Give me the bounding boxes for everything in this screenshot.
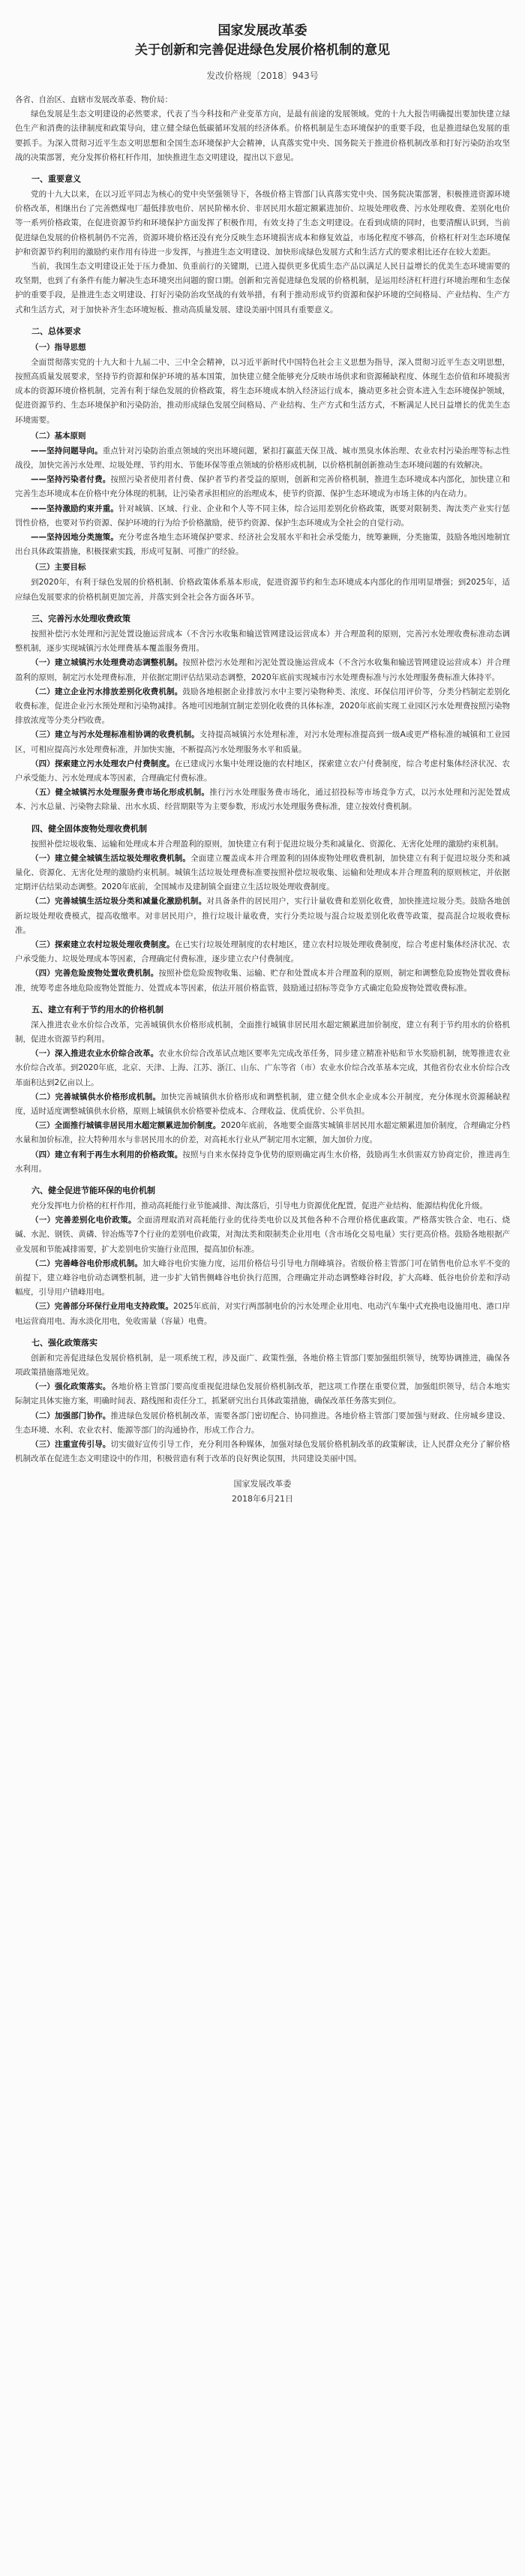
issue-date: 2018年6月21日: [232, 1494, 293, 1504]
paragraph-text: 在已建成污水集中处理设施的农村地区，探索建立农户付费制度，综合考虑村集体经济状况、农户承受能力、污水处理成本等因素，合理确定付费标准。: [15, 759, 511, 783]
paragraph-text: 按照补偿污水处理和污泥处置设施运营成本（不含污水收集和输送管网建设运营成本）并合理盈利的原则，制定污水处理费标准，并依据定期评估结果动态调整，2020年底前实现城市污水处理费标准与污水处理服务费标准大体持平。: [15, 658, 511, 682]
paragraph-lead: （二）建立企业污水排放差别化收费机制。: [31, 687, 183, 696]
paragraph-text: 农业水价综合改革试点地区要率先完成改革任务，同步建立精准补贴和节水奖励机制，统筹推进农业水价综合改革。到2020年底，北京、天津、上海、江苏、浙江、山东、广东等省（市）农业水价综合改革基本完成，其他省份农业水价综合改革面积达到2亿亩以上。: [15, 1049, 511, 1087]
paragraph-text: 到2020年，有利于绿色发展的价格机制、价格政策体系基本形成，促进资源节约和生态环境成本内部化的作用明显增强；到2025年，适应绿色发展要求的价格机制更加完善，并落实到全社会各方面各环节。: [15, 578, 510, 602]
signer: 国家发展改革委: [233, 1479, 292, 1489]
paragraph-lead: （三）探索建立农村垃圾处理收费制度。: [31, 939, 175, 949]
paragraph-text: 鼓励各地根据企业排放污水中主要污染物种类、浓度、环保信用评价等，分类分档制定差别化收费标准，促进企业污水预处理和污染物减排。各地可因地制宜制定差别化收费的具体标准，2020年底前实现工业园区污水处理费按照污染物排放浓度等分类分档收费。: [15, 687, 511, 726]
body-paragraph: [15, 894, 510, 938]
subsection-heading: （一）指导思想: [31, 342, 86, 352]
paragraph-text: 充分发挥电力价格的杠杆作用，推动高耗能行业节能减排、淘汰落后，引导电力资源优化配置，促进产业结构、能源结构优化升级。: [31, 1201, 488, 1210]
paragraph-lead: （四）探索建立污水处理农户付费制度。: [31, 759, 175, 768]
paragraph-text: 当前，我国生态文明建设正处于压力叠加、负重前行的关键期，已进入提供更多优质生态产品以满足人民日益增长的优美生态环境需要的攻坚期，也到了有条件有能力解决生态环境突出问题的窗口期。创新和完善促进绿色发展的价格机制，是运用经济杠杆进行环境治理和生态保护的重要手段，是推进生态文明建设、打好污染防治攻坚战的有效举措，有利于推动形成节约资源和保护环境的空间格局、产业结构、生产方式和生活方式，对于加快补齐生态环境短板、推动高质量发展、建设美丽中国具有重要意义。: [15, 262, 510, 314]
body-paragraph: [15, 837, 510, 852]
section-heading: 六、健全促进节能环保的电价机制: [32, 1186, 155, 1195]
paragraph-lead: （一）强化政策落实。: [31, 1382, 111, 1392]
paragraph-text: 2025年底前，对实行两部制电价的污水处理企业用电、电动汽车集中式充换电设施用电、港口岸电运营商用电、海水淡化用电，免收需量（容量）电费。: [15, 1302, 510, 1326]
paragraph-text: 全面清理取消对高耗能行业的优待类电价以及其他各种不合理价格优惠政策。严格落实铁合金、电石、烧碱、水泥、钢铁、黄磷、锌冶炼等7个行业的差别电价政策，对淘汰类和限制类企业用电（含市场化交易电量）实行更高价格。鼓励各地根据产业发展和节能减排需要，扩大差别电价实施行业范围，提高加价标准。: [15, 1216, 511, 1254]
body-paragraph: [15, 627, 510, 656]
body-paragraph: [15, 1300, 510, 1328]
paragraph-lead: （二）完善城镇供水价格形成机制。: [31, 1092, 161, 1102]
body-paragraph: [15, 1119, 510, 1147]
paragraph-text: 加大峰谷电价实施力度，运用价格信号引导电力削峰填谷。省级价格主管部门可在销售电价总水平不变的前提下，建立峰谷电价动态调整机制，进一步扩大销售侧峰谷电价执行范围，合理确定并动态调整峰谷时段，扩大高峰、低谷电价价差和浮动幅度，引导用户错峰用电。: [15, 1258, 511, 1297]
body-paragraph: [15, 728, 510, 756]
paragraph-text: 加快完善城镇供水价格形成和调整机制，建立健全供水企业成本公开制度，充分体现水资源稀缺程度，适时适度调整城镇供水价格，原则上城镇供水价格要补偿成本、合理收益、优质优价、公平负担。: [15, 1092, 511, 1116]
paragraph-lead: （三）注重宣传引导。: [31, 1440, 111, 1450]
body-paragraph: [15, 1213, 510, 1257]
section-heading: 一、重要意义: [32, 174, 81, 185]
body-paragraph: [15, 938, 510, 966]
paragraph-lead: （一）深入推进农业水价综合改革。: [31, 1049, 159, 1059]
paragraph-lead: （五）健全城镇污水处理服务费市场化形成机制。: [31, 788, 210, 798]
paragraph-lead: （三）全面推行城镇非居民用水超定额累进加价制度。: [31, 1121, 221, 1131]
paragraph-text: 创新和完善促进绿色发展价格机制，是一项系统工程，涉及面广、政策性强，各地价格主管部门要加强组织领导，统筹协调推进，确保各项政策措施落地见效。: [15, 1353, 510, 1378]
body-paragraph: [15, 531, 510, 559]
paragraph-text: 各地价格主管部门要高度重视促进绿色发展价格机制改革，把这项工作摆在重要位置，加强组织领导，结合本地实际制定具体实施方案，明确时间表、路线图和责任分工，抓紧研究出台具体政策措施，确保改革任务落实到位。: [15, 1382, 511, 1406]
paragraph-lead: （二）加强部门协作。: [31, 1411, 111, 1420]
paragraph-lead: （一）建立健全城镇生活垃圾处理收费机制。: [31, 853, 191, 863]
paragraph-text: 按照污染者使用者付费、保护者节约者受益的原则，创新和完善价格机制，推进生态环境成本内部化，加快建立和完善生态环境成本在价格中充分体现的机制，让污染者承担相应的治理成本，使节约资源、保护生态环境成为市场主体的内在动力。: [15, 475, 511, 499]
body-paragraph: [15, 1090, 510, 1119]
body-paragraph: [15, 1380, 510, 1408]
document-title: 关于创新和完善促进绿色发展价格机制的意见: [135, 43, 390, 58]
paragraph-lead: ——坚持激励约束并重。: [31, 503, 119, 513]
paragraph-lead: （二）完善城镇生活垃圾分类和减量化激励机制。: [31, 897, 207, 906]
subsection-heading: （三）主要目标: [31, 563, 86, 573]
body-paragraph: [15, 685, 510, 729]
body-paragraph: [15, 1018, 510, 1047]
intro-block: [15, 107, 510, 165]
paragraph-text: 重点针对污染防治重点领域的突出环境问题，紧扣打赢蓝天保卫战、城市黑臭水体治理、农业农村污染治理等标志性战役，加快完善污水处理、垃圾处理、节约用水、节能环保等重点领域的价格形成机制，以价格机制创新推动生态环境问题的有效解决。: [15, 446, 511, 470]
body-paragraph: [15, 1148, 510, 1177]
paragraph-text: 按照补偿垃圾收集、运输和处理成本并合理盈利的原则，加快建立有利于促进垃圾分类和减量化、资源化、无害化处理的激励约束机制。: [31, 839, 503, 849]
section-spacer: [15, 1329, 510, 1332]
paragraph-lead: ——坚持问题导向。: [31, 446, 103, 455]
section-heading: 三、完善污水处理收费政策: [32, 613, 130, 624]
body-paragraph: [15, 1047, 510, 1090]
body-paragraph: [15, 757, 510, 786]
paragraph-lead: ——坚持污染者付费。: [31, 475, 111, 485]
paragraph-lead: （二）完善峰谷电价形成机制。: [31, 1258, 143, 1268]
body-paragraph: [15, 576, 510, 604]
paragraph-text: 推行污水处理服务费市场化，通过招投标等市场竞争方式，以污水处理和污泥处置成本、污水总量、污染物去除量、出水水质、经营期限等为主要参数，形成污水处理服务费标准，建立按效付费机制。: [15, 788, 511, 812]
document-body: [15, 165, 510, 1466]
paragraph-lead: （四）完善危险废物处置收费机制。: [31, 969, 159, 978]
document-number: 发改价格规〔2018〕943号: [206, 71, 319, 81]
body-paragraph: [15, 1351, 510, 1380]
section-heading: 五、建立有利于节约用水的价格机制: [32, 1004, 164, 1014]
section-spacer: [15, 1177, 510, 1180]
section-heading: 七、强化政策落实: [32, 1337, 98, 1348]
body-paragraph: [15, 852, 510, 895]
intro-paragraph: 绿色发展是生态文明建设的必然要求，代表了当今科技和产业变革方向，是最有前途的发展领域。党的十九大报告明确提出要加快建立绿色生产和消费的法律制度和政策导向，建立健全绿色低碳循环发展的经济体系。价格机制是生态环境保护的重要手段，也是推进绿色发展的重要抓手。为深入贯彻习近平生态文明思想和全国生态环境保护大会精神，认真落实党中央、国务院关于推进价格机制改革和打好污染防治攻坚战的决策部署，充分发挥价格杠杆作用，加快推进生态文明建设，提出以下意见。: [15, 110, 510, 162]
paragraph-text: 针对城镇、区域、行业、企业和个人等不同主体，综合运用差别化价格政策，既要对限制类、淘汰类产业实行惩罚性价格，也要对节约资源、保护环境的行为给予价格激励，使节约资源、保护生态环境成为全社会的自觉行动。: [15, 503, 511, 528]
paragraph-lead: （一）完善差别化电价政策。: [31, 1216, 136, 1225]
body-paragraph: [15, 966, 510, 995]
paragraph-text: 对具备条件的居民用户，实行计量收费和差别化收费，加快推进垃圾分类。鼓励各地创新垃圾处理收费模式，提高收缴率。对非居民用户，推行垃圾计量收费，实行分类垃圾与混合垃圾差别化收费等政策，提高混合垃圾收费标准。: [15, 897, 511, 935]
paragraph-text: 按照补偿危险废物收集、运输、贮存和处置成本并合理盈利的原则，制定和调整危险废物处置收费标准，统筹考虑各地危险废物处置能力、处置成本等因素，依法开展价格监管，鼓励通过招标等竞争方式确定危险废物处置收费标准。: [15, 969, 511, 993]
section-spacer: [15, 317, 510, 320]
paragraph-text: 2020年底前，各地要全面落实城镇非居民用水超定额累进加价制度，合理确定分档水量和加价标准，拉大特种用水与非居民用水的价差，对高耗水行业从严制定用水定额，加大加价力度。: [15, 1121, 510, 1145]
body-paragraph: [15, 473, 510, 501]
paragraph-text: 全面贯彻落实党的十九大和十九届二中、三中全会精神，以习近平新时代中国特色社会主义思想为指导，深入贯彻习近平生态文明思想，按照高质量发展要求，坚持节约资源和保护环境的基本国策，加快建立健全能够充分反映市场供求和资源稀缺程度、体现生态价值和环境损害成本的资源环境价格机制，完善有利于绿色发展的价格政策，将生态环境成本纳入经济运行成本，撬动更多社会资本进入生态环境保护领域，促进资源节约、生态环境保护和污染防治，推动形成绿色发展空间格局、产业结构、生产方式和生活方式，不断满足人民日益增长的优美生态环境需要。: [15, 357, 510, 425]
paragraph-text: 在已实行垃圾处理制度的农村地区，建立农村垃圾处理收费制度，综合考虑村集体经济状况、农户承受能力、垃圾处理成本等因素，合理确定付费标准，逐步建立农户付费制度。: [15, 939, 511, 964]
subsection-heading: （二）基本原则: [31, 431, 86, 440]
section-spacer: [15, 815, 510, 818]
body-paragraph: [15, 260, 510, 317]
section-heading: 二、总体要求: [32, 326, 81, 336]
section-spacer: [15, 605, 510, 608]
body-paragraph: [15, 1438, 510, 1466]
body-paragraph: [15, 444, 510, 473]
section-heading: 四、健全固体废物处理收费机制: [32, 823, 147, 834]
paragraph-text: 全面建立覆盖成本并合理盈利的固体废物处理收费机制，加快建立有利于促进垃圾分类和减量化、资源化、无害化处理的激励约束机制。城镇生活垃圾处理费标准要按照补偿垃圾收集、运输和处理成本并合理盈利的原则核定，并依据定期评估结果动态调整。2020年底前，全国城市及建制镇全面建立生活垃圾处理收费制度。: [15, 853, 511, 892]
paragraph-text: 推进绿色发展价格机制改革，需要各部门密切配合、协同推进。各地价格主管部门要加强与财政、住房城乡建设、生态环境、水利、农业农村、能源等部门的沟通协作，形成工作合力。: [15, 1411, 511, 1435]
body-paragraph: [15, 656, 510, 684]
addressee: 各省、自治区、直辖市发展改革委、物价局：: [15, 95, 172, 104]
paragraph-text: 支持提高城镇污水处理标准，对污水处理标准提高到一级A或更严格标准的城镇和工业园区，可相应提高污水处理费标准，并加快实施，不断提高污水处理服务水平和质量。: [15, 730, 511, 754]
body-paragraph: [15, 1257, 510, 1300]
paragraph-text: 按照补偿污水处理和污泥处置设施运营成本（不含污水收集和输送管网建设运营成本）并合理盈利的原则，完善污水处理收费标准动态调整机制，逐步实现城镇污水处理费基本覆盖服务费用。: [15, 629, 510, 654]
body-paragraph: [15, 502, 510, 531]
paragraph-text: 党的十九大以来，在以习近平同志为核心的党中央坚强领导下，各级价格主管部门认真落实党中央、国务院决策部署，积极推进资源环境价格改革，相继出台了完善燃煤电厂超低排放电价、居民阶梯水价、非居民用水超定额累进加价、垃圾处理收费、污水处理收费、差别化电价等一系列价格政策，在促进资源节约和环境保护方面发挥了积极作用，有效支持了生态文明建设。在看到成绩的同时，也要清醒认识到，当前促进绿色发展的价格机制仍不完善，资源环境价格还没有充分反映生态环境损害成本和修复效益，市场化程度不够高，价格杠杆对生态环境保护和资源节约利用的激励约束作用有待进一步发挥，与推进生态文明建设、加快形成绿色发展方式和生活方式的要求相比还存在较大差距。: [15, 190, 510, 257]
body-paragraph: [15, 188, 510, 260]
body-paragraph: [15, 1409, 510, 1438]
paragraph-lead: （三）完善部分环保行业用电支持政策。: [31, 1302, 174, 1312]
signature-block: [15, 1477, 510, 1507]
document-header: [15, 21, 510, 83]
paragraph-text: 充分考虑各地生态环境保护要求、经济社会发展水平和社会承受能力，统筹兼顾，分类施策，鼓励各地因地制宜出台具体政策措施，积极探索实践，形成可复制、可推广的经验。: [15, 533, 511, 557]
paragraph-text: 切实做好宣传引导工作，充分利用各种媒体，加强对绿色发展价格机制改革的政策解读，让人民群众充分了解价格机制改革在促进生态文明建设中的作用，积极营造有利于改革的良好舆论氛围，共同建设美丽中国。: [15, 1440, 511, 1464]
paragraph-lead: （三）建立与污水处理标准相协调的收费机制。: [31, 730, 200, 740]
section-spacer: [15, 996, 510, 999]
paragraph-lead: ——坚持因地分类施策。: [31, 533, 119, 543]
section-spacer: [15, 165, 510, 168]
issuing-agency: 国家发展改革委: [218, 23, 308, 38]
paragraph-text: 深入推进农业水价综合改革，完善城镇供水价格形成机制，全面推行城镇非居民用水超定额累进加价制度，建立有利于节约用水的价格机制，促进水资源节约利用。: [15, 1020, 510, 1044]
paragraph-lead: （四）建立有利于再生水利用的价格政策。: [31, 1150, 183, 1159]
body-paragraph: [15, 1199, 510, 1213]
body-paragraph: [15, 356, 510, 428]
paragraph-text: 按照与自来水保持竞争优势的原则确定再生水价格，鼓励再生水供需双方协商定价，推进再生水利用。: [15, 1150, 511, 1174]
paragraph-lead: （一）建立城镇污水处理费动态调整机制。: [31, 658, 183, 668]
body-paragraph: [15, 786, 510, 814]
